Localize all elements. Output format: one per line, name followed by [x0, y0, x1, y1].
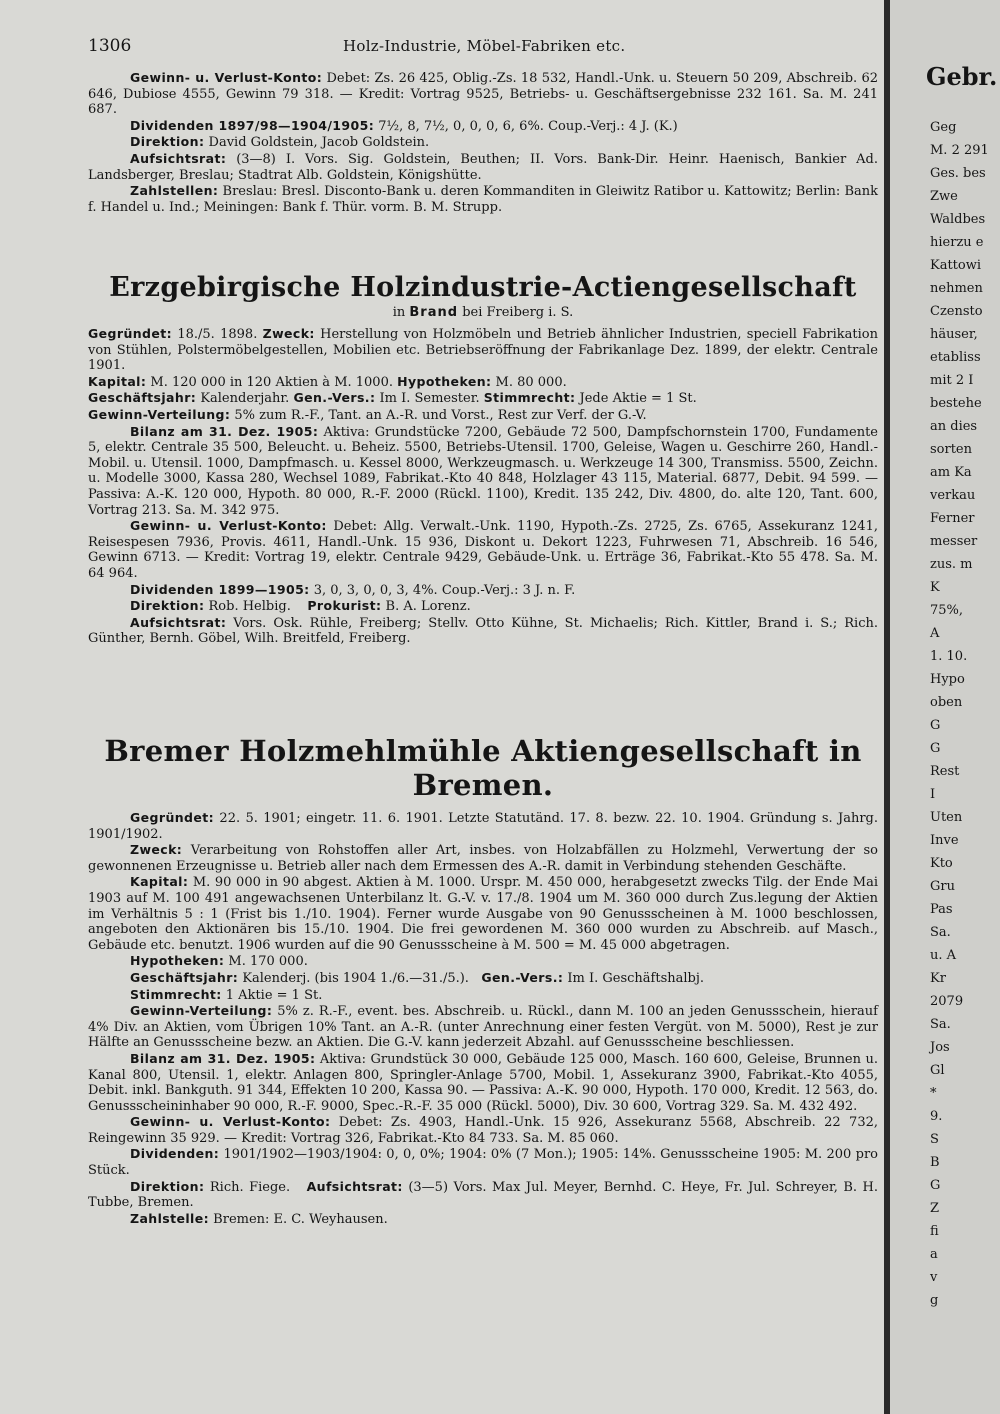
paragraph-paying-agents: [88, 183, 878, 215]
label: Gen.-Vers.:: [293, 390, 376, 406]
label: Kapital:: [88, 373, 147, 389]
paragraph-business-year: [88, 970, 878, 987]
right-page-line: Zwe: [930, 189, 958, 204]
label: Direktion:: [130, 134, 205, 150]
paragraph-capital: [88, 874, 878, 953]
paragraph-paying-agent: [88, 1211, 878, 1228]
text: Debet: Zs. 26 425, Oblig.-Zs. 18 532, Handl.-Unk. u. Steuern 50 209, Abschreib. 62 646, Dubiose 4555, Gewinn 79 318. — Kredit: Vortrag 9525, Betriebs- u. Geschäftsergebnisse 232 161. Sa. M. 241 687.: [88, 71, 879, 118]
entry-bremer-holzmehlmuehle: [88, 734, 878, 1227]
right-page-line: Ferner: [930, 511, 975, 526]
right-page-line: mit 2 I: [930, 373, 974, 388]
right-page-line: an dies: [930, 419, 978, 434]
label: Direktion:: [130, 1178, 205, 1194]
right-page-line: Waldbes: [930, 212, 986, 227]
location-place: Brand: [409, 305, 459, 320]
right-page-line: etabliss: [930, 350, 981, 365]
label: Gewinn- u. Verlust-Konto:: [130, 1114, 331, 1130]
right-page-line: A: [930, 626, 940, 641]
label: Direktion:: [130, 598, 205, 614]
label: Zahlstellen:: [130, 183, 219, 199]
running-header: [88, 36, 878, 58]
right-page-line: G: [930, 718, 941, 733]
text: Vors. Osk. Rühle, Freiberg; Stellv. Otto Kühne, St. Michaelis; Rich. Kittler, Brand i. S.; Rich. Günther, Bernh. Göbel, Wilh. Breitfeld, Freiberg.: [88, 615, 879, 647]
right-page-line: G: [930, 1178, 941, 1193]
right-page-line: M. 2 291: [930, 143, 989, 158]
label: Gegründet:: [88, 326, 173, 341]
right-page-line: häuser,: [930, 327, 978, 342]
paragraph-mortgages: [88, 953, 878, 970]
entry-erzgebirgische: [88, 272, 878, 647]
label: Zweck:: [130, 842, 183, 858]
right-page-line: nehmen: [930, 281, 983, 296]
right-page-line: S: [930, 1132, 939, 1147]
right-page-line: Pas: [930, 902, 953, 917]
page-number: 1306: [88, 36, 132, 56]
label: Stimmrecht:: [483, 390, 576, 406]
text: M. 120 000 in 120 Aktien à M. 1000.: [150, 374, 393, 390]
text: Debet: Allg. Verwalt.-Unk. 1190, Hypoth.-Zs. 2725, Zs. 6765, Assekuranz 1241, Reisespesen 7936, Provis. 4611, Handl.-Unk. 15 936, Diskont u. Dekort 1223, Fuhrwesen 71, Abschreib. 16 546, Gewinn 6713. — Kredit: Vortrag 19, elektr. Centrale 9429, Gebäude-Unk. u. Erträge 36, Fabrikat.-Kto 55 478. Sa. M. 64 964.: [88, 519, 878, 581]
right-page-line: 9.: [930, 1109, 943, 1124]
label: Hypotheken:: [397, 373, 492, 389]
right-page-line: Z: [930, 1201, 940, 1216]
text: Kalenderj. (bis 1904 1./6.—31./5.).: [242, 970, 469, 986]
right-page-line: fi: [930, 1224, 939, 1239]
paragraph-capital: [88, 374, 878, 391]
right-page-line: Jos: [930, 1040, 950, 1055]
paragraph-board: [88, 151, 878, 183]
text: Debet: Zs. 4903, Handl.-Unk. 15 926, Assekuranz 5568, Abschreib. 22 732, Reingewinn 35 929. — Kredit: Vortrag 326, Fabrikat.-Kto 84 733. Sa. M. 85 060.: [88, 1115, 878, 1146]
text: Breslau: Bresl. Disconto-Bank u. deren Kommanditen in Gleiwitz Ratibor u. Kattowitz; Berlin: Bank f. Handel u. Ind.; Meiningen: Bank f. Thür. vorm. B. M. Strupp.: [88, 184, 879, 215]
right-page-line: Gru: [930, 879, 955, 894]
text: Rob. Helbig.: [208, 599, 291, 615]
label: Zweck:: [262, 326, 315, 341]
right-page-line: Sa.: [930, 925, 951, 940]
paragraph-dividends: [88, 582, 878, 599]
paragraph-dividends: [88, 1146, 878, 1178]
text: 5% z. R.-F., event. bes. Abschreib. u. Rückl., dann M. 100 an jeden Genussschein, hierauf 4% Div. an Aktien, vom Übrigen 10% Tant. an A.-R. (unter Anrechnung einer festen Vergüt. von M. 5000), Rest je zur Hälfte an Genussscheine bezw. an Aktien. Die G.-V. kann jederzeit Abzahl. auf Genussscheine beschliessen.: [88, 1004, 878, 1051]
running-title: Holz-Industrie, Möbel-Fabriken etc.: [343, 37, 626, 55]
right-page-fragment: [890, 0, 1000, 1414]
entry-continuation: [88, 70, 878, 215]
right-page-line: Uten: [930, 810, 963, 825]
label: Zahlstelle:: [130, 1210, 210, 1226]
label: Aufsichtsrat:: [130, 614, 227, 630]
right-page-line: sorten: [930, 442, 973, 457]
label: Gegründet:: [130, 810, 215, 825]
right-page-line: Sa.: [930, 1017, 951, 1032]
text: Rich. Fiege.: [209, 1179, 291, 1195]
right-page-line: Rest: [930, 764, 960, 779]
text: Im I. Geschäftshalbj.: [567, 970, 705, 986]
text: (3—5) Vors. Max Jul. Meyer, Bernhd. C. Heye, Fr. Jul. Schreyer, B. H. Tubbe, Bremen.: [88, 1179, 878, 1211]
label: Prokurist:: [307, 598, 382, 614]
label: Kapital:: [130, 874, 189, 890]
label: Geschäftsjahr:: [130, 969, 239, 985]
text: Jede Aktie = 1 St.: [579, 391, 697, 407]
paragraph-guv: [88, 518, 878, 581]
text: 1 Aktie = 1 St.: [225, 987, 323, 1003]
paragraph-profit-distribution: [88, 1003, 878, 1051]
right-page-line: bestehe: [930, 396, 982, 411]
right-page-line: g: [930, 1293, 939, 1308]
right-page-line: G: [930, 741, 941, 756]
right-page-line: zus. m: [930, 557, 973, 572]
paragraph-dividends: [88, 118, 878, 135]
paragraph-purpose: [88, 842, 878, 874]
text: 22. 5. 1901; eingetr. 11. 6. 1901. Letzte Statutänd. 17. 8. bezw. 22. 10. 1904. Gründung s. Jahrg. 1901/1902.: [88, 811, 878, 842]
right-page-line: Kr: [930, 971, 946, 986]
right-page-line: *: [930, 1086, 937, 1101]
paragraph-profit-distribution: [88, 407, 878, 424]
right-page-heading: Gebr.: [926, 62, 998, 91]
paragraph-direction: [88, 598, 878, 615]
text: M. 170 000.: [228, 954, 308, 970]
text: 3, 0, 3, 0, 0, 3, 4%. Coup.-Verj.: 3 J. n. F.: [313, 582, 576, 598]
paragraph-balance: [88, 1051, 878, 1114]
label: Gewinn-Verteilung:: [130, 1003, 273, 1019]
text: M. 90 000 in 90 abgest. Aktien à M. 1000. Urspr. M. 450 000, herabgesetzt zwecks Tilg. der Ende Mai 1903 auf M. 100 491 angewachsenen Unterbilanz lt. G.-V. v. 17./8. 1904 um M. 360 000 durch Zus.legung der Aktien im Verhältnis 5 : 1 (Frist bis 1./10. 1904). Ferner wurde Ausgabe von 90 Genussscheinen à M. 1000 beschlossen, angeboten den Aktionären bis 15./10. 1904. Die frei gewordenen M. 360 000 wurden zu Abschreib. auf Masch., Gebäude etc. benutzt. 1906 wurden auf die 90 Genussscheine à M. 500 = M. 45 000 abgetragen.: [88, 875, 878, 953]
text: Aktiva: Grundstücke 7200, Gebäude 72 500, Dampfschornstein 1700, Fundamente 5, elektr. Centrale 35 500, Beleucht. u. Beheiz. 5500, Betriebs-Utensil. 1700, Geleise, Wagen u. Geschirre 260, Handl.-Mobil. u. Utensil. 1000, Dampfmasch. u. Kessel 8000, Werkzeugmasch. u. Werkzeuge 14 300, Transmiss. 5500, Zeichn. u. Modelle 3000, Kassa 280, Wechsel 1089, Fabrikat.-Kto 40 848, Holzlager 43 115, Material. 6877, Debit. 94 599. — Passiva: A.-K. 120 000, Hypoth. 80 000, R.-F. 2000 (Rückl. 1100), Kredit. 135 242, Div. 4800, do. alte 120, Tant. 600, Vortrag 213. Sa. M. 342 975.: [88, 424, 878, 518]
label: Aufsichtsrat:: [130, 150, 227, 166]
right-page-line: verkau: [930, 488, 976, 503]
paragraph-guv: [88, 70, 878, 118]
text: David Goldstein, Jacob Goldstein.: [208, 135, 430, 151]
text: B. A. Lorenz.: [385, 599, 471, 615]
text: 7½, 8, 7½, 0, 0, 0, 6, 6%. Coup.-Verj.: 4 J. (K.): [378, 118, 678, 134]
location-prefix: in: [392, 305, 406, 320]
right-page-line: 2079: [930, 994, 964, 1009]
paragraph-founded: [88, 810, 878, 842]
right-page-line: Gl: [930, 1063, 945, 1078]
right-page-line: Ges. bes: [930, 166, 986, 181]
label: Bilanz am 31. Dez. 1905:: [130, 1050, 316, 1066]
right-page-line: Kto: [930, 856, 953, 871]
location-suffix: bei Freiberg i. S.: [462, 305, 574, 320]
text: Im I. Semester.: [379, 391, 480, 407]
paragraph-direction: [88, 1179, 878, 1211]
label: Geschäftsjahr:: [88, 390, 197, 406]
label: Bilanz am 31. Dez. 1905:: [130, 423, 319, 439]
right-page-line: v: [930, 1270, 938, 1285]
paragraph-guv: [88, 1114, 878, 1146]
right-page-line: 75%,: [930, 603, 964, 618]
text: Kalenderjahr.: [200, 391, 290, 407]
label: Hypotheken:: [130, 953, 225, 969]
label: Dividenden:: [130, 1146, 220, 1162]
right-page-line: Hypo: [930, 672, 965, 687]
label: Gewinn- u. Verlust-Konto:: [130, 518, 327, 534]
right-page-line: 1. 10.: [930, 649, 968, 664]
label: Stimmrecht:: [130, 986, 222, 1002]
label: Dividenden 1899—1905:: [130, 581, 310, 597]
company-location: [88, 305, 878, 320]
right-page-line: a: [930, 1247, 938, 1262]
right-page-line: hierzu e: [930, 235, 984, 250]
right-page-line: Geg: [930, 120, 957, 135]
label: Gewinn- u. Verlust-Konto:: [130, 70, 323, 85]
text: (3—8) I. Vors. Sig. Goldstein, Beuthen; II. Vors. Bank-Dir. Heinr. Haenisch, Bankier Ad. Landsberger, Breslau; Stadtrat Alb. Goldstein, Königshütte.: [88, 151, 878, 183]
company-title: Bremer Holzmehlmühle Aktiengesellschaft in Bremen.: [104, 734, 862, 802]
right-page-line: K: [930, 580, 940, 595]
text: 1901/1902—1903/1904: 0, 0, 0%; 1904: 0% (7 Mon.); 1905: 14%. Genussscheine 1905: M. 200 pro Stück.: [88, 1147, 878, 1179]
right-page-line: Kattowi: [930, 258, 982, 273]
right-page-line: Inve: [930, 833, 959, 848]
right-page-line: I: [930, 787, 936, 802]
label: Gewinn-Verteilung:: [88, 406, 231, 422]
paragraph-board: [88, 615, 878, 647]
right-page-line: u. A: [930, 948, 957, 963]
right-page-line: messer: [930, 534, 978, 549]
paragraph-balance: [88, 424, 878, 519]
text: 18./5. 1898.: [177, 327, 258, 342]
paragraph-direction: [88, 134, 878, 151]
right-page-line: Czensto: [930, 304, 983, 319]
text: Bremen: E. C. Weyhausen.: [213, 1211, 388, 1227]
text: Aktiva: Grundstück 30 000, Gebäude 125 000, Masch. 160 600, Geleise, Brunnen u. Kanal 800, Utensil. 1, elektr. Anlagen 800, Springler-Anlage 5700, Mobil. 1, Assekuranz 3900, Fabrikat.-Kto 4055, Debit. inkl. Bankguth. 91 344, Effekten 10 200, Kassa 90. — Passiva: A.-K. 90 000, Hypoth. 170 000, Kredit. 12 563, do. Genussscheininhaber 90 000, R.-F. 9000, Spec.-R.-F. 35 000 (Rückl. 5000), Div. 30 600, Vortrag 329. Sa. M. 432 492.: [88, 1051, 878, 1114]
right-page-line: oben: [930, 695, 963, 710]
text: Herstellung von Holzmöbeln und Betrieb ähnlicher Industrien, speciell Fabrikation von Stühlen, Polstermöbelgestellen, Mobilien etc. Betriebseröffnung der Fabrikanlage Dez. 1899, der elektr. Centrale 1901.: [88, 327, 878, 374]
paragraph-founded-purpose: [88, 326, 878, 374]
label: Dividenden 1897/98—1904/1905:: [130, 117, 375, 133]
right-page-line: am Ka: [930, 465, 972, 480]
right-page-line: B: [930, 1155, 940, 1170]
paragraph-voting: [88, 987, 878, 1004]
label: Aufsichtsrat:: [306, 1178, 403, 1194]
paragraph-business-year: [88, 390, 878, 407]
text: Verarbeitung von Rohstoffen aller Art, insbes. von Holzabfällen zu Holzmehl, Verwertung der so gewonnenen Erzeugnisse u. Betrieb aller nach dem Ermessen des A.-R. damit in Verbindung stehenden Geschäfte.: [88, 843, 878, 874]
company-title: Erzgebirgische Holzindustrie-Actiengesellschaft: [109, 272, 857, 303]
text: 5% zum R.-F., Tant. an A.-R. und Vorst., Rest zur Verf. der G.-V.: [234, 407, 647, 423]
text: M. 80 000.: [495, 374, 567, 390]
label: Gen.-Vers.:: [481, 969, 564, 985]
